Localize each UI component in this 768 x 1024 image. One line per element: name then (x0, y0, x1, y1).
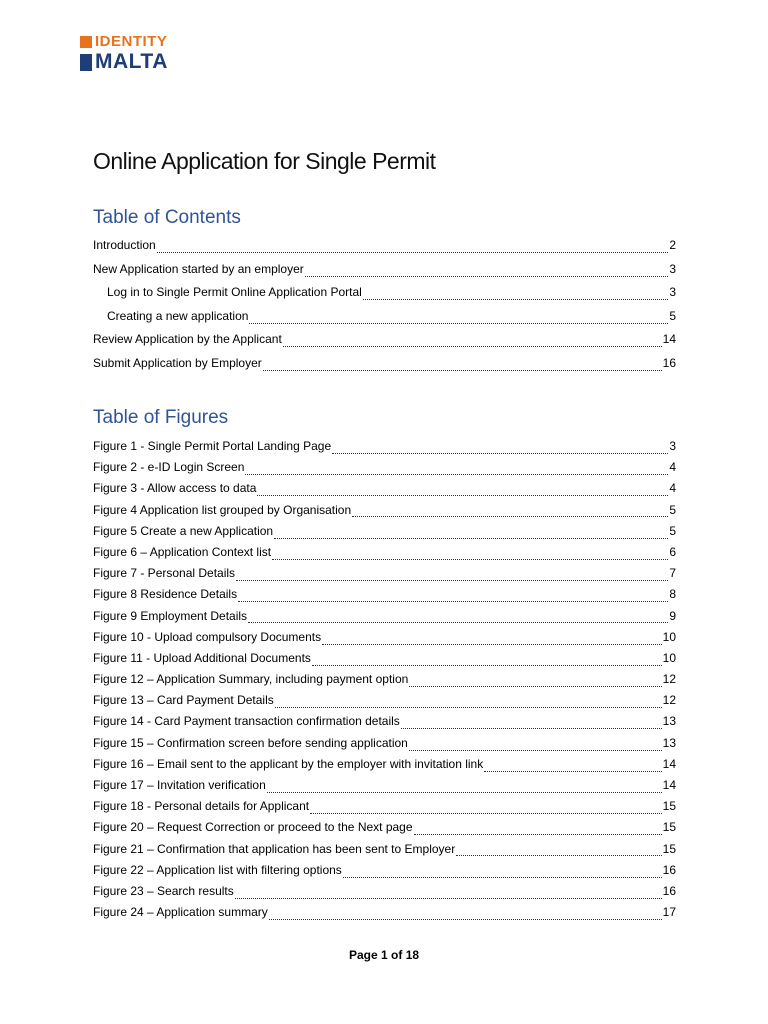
tof-dot-leader (409, 676, 661, 687)
tof-dot-leader (332, 443, 668, 454)
tof-dot-leader (401, 719, 662, 730)
tof-entry-page: 16 (662, 883, 676, 898)
page-current: 1 (380, 948, 388, 962)
tof-entry[interactable] (93, 521, 676, 542)
tof-dot-leader (236, 570, 668, 581)
toc-entry-page: 14 (662, 332, 676, 347)
toc-dot-leader (305, 266, 669, 277)
tof-dot-leader (409, 740, 662, 751)
tof-entry[interactable] (93, 457, 676, 478)
toc-dot-leader (263, 360, 662, 371)
logo-identity-text: IDENTITY (95, 33, 168, 50)
tof-entry-page: 7 (669, 566, 676, 581)
tof-entry[interactable] (93, 627, 676, 648)
tof-entry-page: 10 (662, 629, 676, 644)
tof-entry[interactable] (93, 500, 676, 521)
toc-entry-label: New Application started by an employer (93, 261, 304, 276)
tof-entry-label: Figure 1 - Single Permit Portal Landing Page (93, 439, 332, 453)
toc-entry[interactable] (93, 328, 676, 352)
tof-entry-label: Figure 6 – Application Context list (93, 544, 272, 559)
toc-dot-leader (363, 290, 669, 301)
tof-entry-label: Figure 16 – Email sent to the applicant by the employer with invitation link (93, 756, 484, 771)
tof-dot-leader (235, 888, 662, 899)
tof-entry-label: Figure 10 - Upload compulsory Documents (93, 629, 322, 644)
tof-entry[interactable] (93, 436, 676, 457)
tof-entry-page: 14 (662, 756, 676, 771)
toc-entry[interactable] (93, 281, 676, 305)
tof-dot-leader (269, 909, 662, 920)
tof-entry-label: Figure 5 Create a new Application (93, 523, 274, 538)
table-of-contents (93, 234, 676, 376)
tof-dot-leader (272, 549, 668, 560)
toc-dot-leader (283, 337, 662, 348)
tof-dot-leader (274, 528, 668, 539)
tof-dot-leader (275, 698, 662, 709)
tof-entry-label: Figure 11 - Upload Additional Documents (93, 650, 311, 665)
tof-entry-label: Figure 3 - Allow access to data (93, 481, 257, 496)
logo-malta-text: MALTA (95, 50, 168, 73)
tof-dot-leader (310, 803, 662, 814)
toc-entry[interactable] (93, 305, 676, 329)
page-word: Page (348, 948, 378, 962)
tof-entry-page: 12 (662, 672, 676, 687)
tof-dot-leader (267, 782, 662, 793)
tof-entry-label: Figure 21 – Confirmation that application has been sent to Employer (93, 841, 456, 856)
tof-entry[interactable] (93, 775, 676, 796)
tof-dot-leader (257, 486, 668, 497)
toc-entry-label: Introduction (93, 238, 156, 252)
tof-entry[interactable] (93, 690, 676, 711)
tof-entry-page: 5 (669, 523, 676, 538)
tof-entry[interactable] (93, 860, 676, 881)
tof-entry[interactable] (93, 606, 676, 627)
tof-entry-label: Figure 18 - Personal details for Applicant (93, 799, 310, 814)
tof-entry[interactable] (93, 796, 676, 817)
tof-entry-page: 6 (669, 544, 676, 559)
tof-entry[interactable] (93, 669, 676, 690)
tof-entry-page: 17 (662, 905, 676, 920)
tof-entry[interactable] (93, 542, 676, 563)
toc-entry-label: Submit Application by Employer (93, 355, 262, 370)
tof-entry-label: Figure 13 – Card Payment Details (93, 693, 274, 708)
tof-entry-page: 15 (662, 820, 676, 835)
tof-entry-label: Figure 2 - e-ID Login Screen (93, 460, 245, 475)
logo-square-mark (80, 36, 92, 48)
tof-entry[interactable] (93, 839, 676, 860)
tof-entry-label: Figure 7 - Personal Details (93, 566, 236, 581)
tof-entry-label: Figure 9 Employment Details (93, 608, 248, 623)
tof-entry-label: Figure 12 – Application Summary, including payment option (93, 672, 409, 687)
tof-dot-leader (456, 846, 661, 857)
tof-entry[interactable] (93, 881, 676, 902)
tof-entry-label: Figure 22 – Application list with filtering options (93, 862, 342, 877)
tof-entry-label: Figure 20 – Request Correction or proceed to the Next page (93, 820, 413, 835)
page-total: 18 (405, 948, 420, 962)
tof-entry-label: Figure 17 – Invitation verification (93, 778, 266, 792)
tof-dot-leader (248, 613, 668, 624)
tof-entry-label: Figure 4 Application list grouped by Organisation (93, 502, 352, 517)
toc-entry[interactable] (93, 234, 676, 258)
toc-entry-page: 2 (669, 238, 676, 252)
tof-entry-page: 8 (669, 587, 676, 602)
tof-entry[interactable] (93, 584, 676, 605)
page-footer (0, 948, 768, 962)
tof-entry-page: 5 (669, 502, 676, 517)
tof-dot-leader (352, 507, 668, 518)
page-of-word: of (391, 948, 403, 962)
tof-entry[interactable] (93, 563, 676, 584)
tof-entry-page: 15 (662, 841, 676, 856)
toc-heading: Table of Contents (93, 207, 241, 228)
tof-entry-page: 13 (662, 735, 676, 750)
toc-dot-leader (249, 313, 668, 324)
tof-entry[interactable] (93, 733, 676, 754)
tof-entry-page: 9 (669, 608, 676, 623)
tof-entry-page: 4 (669, 460, 676, 475)
tof-entry-page: 10 (662, 650, 676, 665)
toc-entry-page: 3 (669, 261, 676, 276)
toc-entry-label: Log in to Single Permit Online Application Portal (107, 285, 362, 300)
tof-dot-leader (238, 592, 668, 603)
tof-entry[interactable] (93, 902, 676, 923)
identity-malta-logo (80, 34, 190, 74)
tof-dot-leader (484, 761, 661, 772)
tof-entry-label: Figure 24 – Application summary (93, 905, 268, 920)
tof-entry-page: 12 (662, 693, 676, 708)
logo-bar-mark (80, 54, 92, 71)
tof-dot-leader (312, 655, 662, 666)
tof-entry-page: 16 (662, 862, 676, 877)
tof-entry[interactable] (93, 817, 676, 838)
toc-entry[interactable] (93, 352, 676, 376)
toc-entry-page: 5 (669, 308, 676, 323)
tof-entry-label: Figure 8 Residence Details (93, 587, 238, 602)
tof-entry-label: Figure 14 - Card Payment transaction confirmation details (93, 714, 400, 729)
tof-dot-leader (245, 464, 668, 475)
tof-entry[interactable] (93, 711, 676, 732)
tof-heading: Table of Figures (93, 407, 229, 428)
toc-entry-label: Review Application by the Applicant (93, 332, 282, 347)
tof-entry-page: 13 (662, 714, 676, 729)
table-of-figures (93, 436, 676, 923)
tof-entry-page: 15 (662, 799, 676, 814)
tof-entry-page: 3 (669, 439, 676, 453)
toc-entry-label: Creating a new application (107, 308, 249, 323)
tof-dot-leader (414, 825, 662, 836)
tof-entry[interactable] (93, 478, 676, 499)
tof-entry-page: 14 (662, 778, 676, 792)
toc-entry-page: 3 (669, 285, 676, 300)
toc-entry-page: 16 (662, 355, 676, 370)
tof-entry[interactable] (93, 754, 676, 775)
tof-dot-leader (322, 634, 662, 645)
tof-entry-label: Figure 23 – Search results (93, 883, 234, 898)
tof-entry-page: 4 (669, 481, 676, 496)
tof-dot-leader (343, 867, 662, 878)
toc-dot-leader (157, 243, 669, 254)
tof-entry[interactable] (93, 648, 676, 669)
tof-entry-label: Figure 15 – Confirmation screen before sending application (93, 735, 408, 750)
document-title: Online Application for Single Permit (93, 148, 436, 174)
toc-entry[interactable] (93, 258, 676, 282)
